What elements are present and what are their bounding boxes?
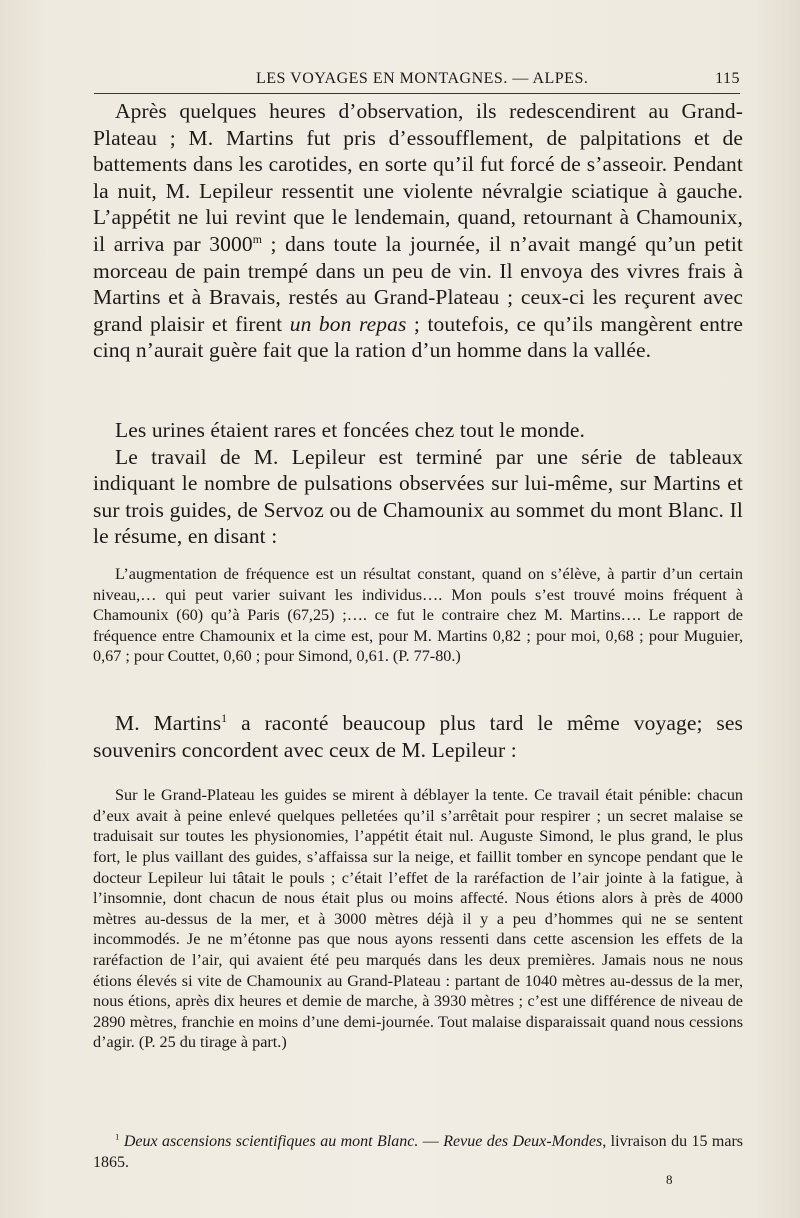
running-header	[240, 70, 740, 94]
footnote-rest: , livraison du 15 mars 1865.	[93, 1133, 744, 1171]
paragraph-3	[93, 444, 743, 550]
quote-1	[93, 564, 743, 688]
paragraph-1-text-after: ; dans toute la journée, il n’avait mangé qu’un petit morceau de pain trempé dans un peu de vin. Il envoya des vivres frais à Martins et à Bravais, restés au Grand-Plateau ; ceux-ci les reçurent avec grand plaisir et firent	[93, 231, 743, 336]
quote-1-text: L’augmentation de fréquence est un résultat constant, quand on s’élève, à partir d’un certain niveau,… qui peut varier suivant les individus…. Mon pouls s’est trouvé moins fréquent à Chamounix (60) qu’à Paris (67,25) ;…. ce fut le contraire chez M. Martins…. Le rapport de fréquence entre Chamounix et la cime est, pour M. Martins 0,82 ; pour moi, 0,68 ; pour Muguier, 0,67 ; pour Couttet, 0,60 ; pour Simond, 0,61. (P. 77-80.)	[93, 564, 743, 666]
footnote-marker: 1	[115, 1131, 120, 1142]
paragraph-1-text-end: ; toutefois, ce qu’ils mangèrent entre cinq n’aurait guère fait que la ration d’un homme dans la vallée.	[93, 311, 743, 363]
paragraph-1-italic: un bon repas	[289, 311, 407, 336]
paragraph-2-text: Les urines étaient rares et foncées chez tout le monde.	[115, 418, 585, 442]
footnote-ref: 1	[221, 710, 228, 725]
paragraph-4-after: a raconté beaucoup plus tard le même voyage; ses souvenirs concordent avec ceux de M. Lepileur :	[93, 710, 743, 762]
body-text	[93, 98, 743, 1095]
footnote-dash: —	[418, 1133, 444, 1150]
page-number: 115	[715, 70, 740, 87]
paragraph-3-text: Le travail de M. Lepileur est terminé par une série de tableaux indiquant le nombre de pulsations observées sur lui-même, sur Martins et sur trois guides, de Servoz ou de Chamounix au sommet du mont Blanc. Il le résume, en disant :	[93, 444, 743, 549]
quote-2	[93, 785, 743, 1095]
footnote-title: Deux ascensions scientifiques au mont Blanc.	[123, 1133, 419, 1150]
paragraph-1	[93, 98, 743, 417]
quote-2-text: Sur le Grand-Plateau les guides se mirent à déblayer la tente. Ce travail était pénible: chacun d’eux avait à peine enlevé quelques pelletées qu’il s’arrêtait pour respirer ; un secret malaise se traduisait sur toutes les physionomies, l’appétit était nul. Auguste Simond, le plus grand, le plus fort, le plus vaillant des guides, s’affaissa sur la neige, et faillit tomber en syncope pendant que le docteur Lepileur lui tâtait le pouls ; c’était l’effet de la raréfaction de l’air jointe à la fatigue, à l’insomnie, dont chacun de nous était plus ou moins affecté. Nous étions alors à près de 4000 mètres au-dessus de la mer, et à 3000 mètres déjà il y a peu d’hommes qui ne se sentent incommodés. Je ne m’étonne pas que nous ayons ressenti dans cette ascension les effets de la raréfaction de l’air, qui avaient été peu marqués dans les deux premières. Jamais nous ne nous étions élevés si vite de Chamounix au Grand-Plateau : partant de 1040 mètres au-dessus de la mer, nous étions, après dix heures et demie de marche, à 3930 mètres ; c’est une différence de niveau de 2890 mètres, franchie en moins d’une demi-journée. Tout malaise disparaissait quand nous cessions d’agir. (P. 25 du tirage à part.)	[93, 786, 743, 1052]
paragraph-4	[93, 710, 743, 763]
footnote	[93, 1131, 743, 1173]
running-title: LES VOYAGES EN MONTAGNES. — ALPES.	[256, 70, 589, 87]
signature-mark: 8	[666, 1172, 673, 1187]
paragraph-4-before: M. Martins	[115, 710, 222, 735]
paragraph-2	[93, 417, 743, 444]
header-rule	[94, 93, 740, 94]
footnote-journal: Revue des Deux-Mondes	[443, 1133, 603, 1150]
paragraph-1-text: Après quelques heures d’observation, ils redescendirent au Grand-Plateau ; M. Martins fut pris d’essoufflement, de palpitations et de battements dans les carotides, en sorte qu’il fut forcé de s’asseoir. Pendant la nuit, M. Lepileur ressentit une violente névralgie sciatique à gauche. L’appétit ne lui revint que le lendemain, quand, retournant à Chamounix, il arriva par 3000	[93, 99, 743, 256]
unit-superscript: m	[252, 231, 262, 246]
